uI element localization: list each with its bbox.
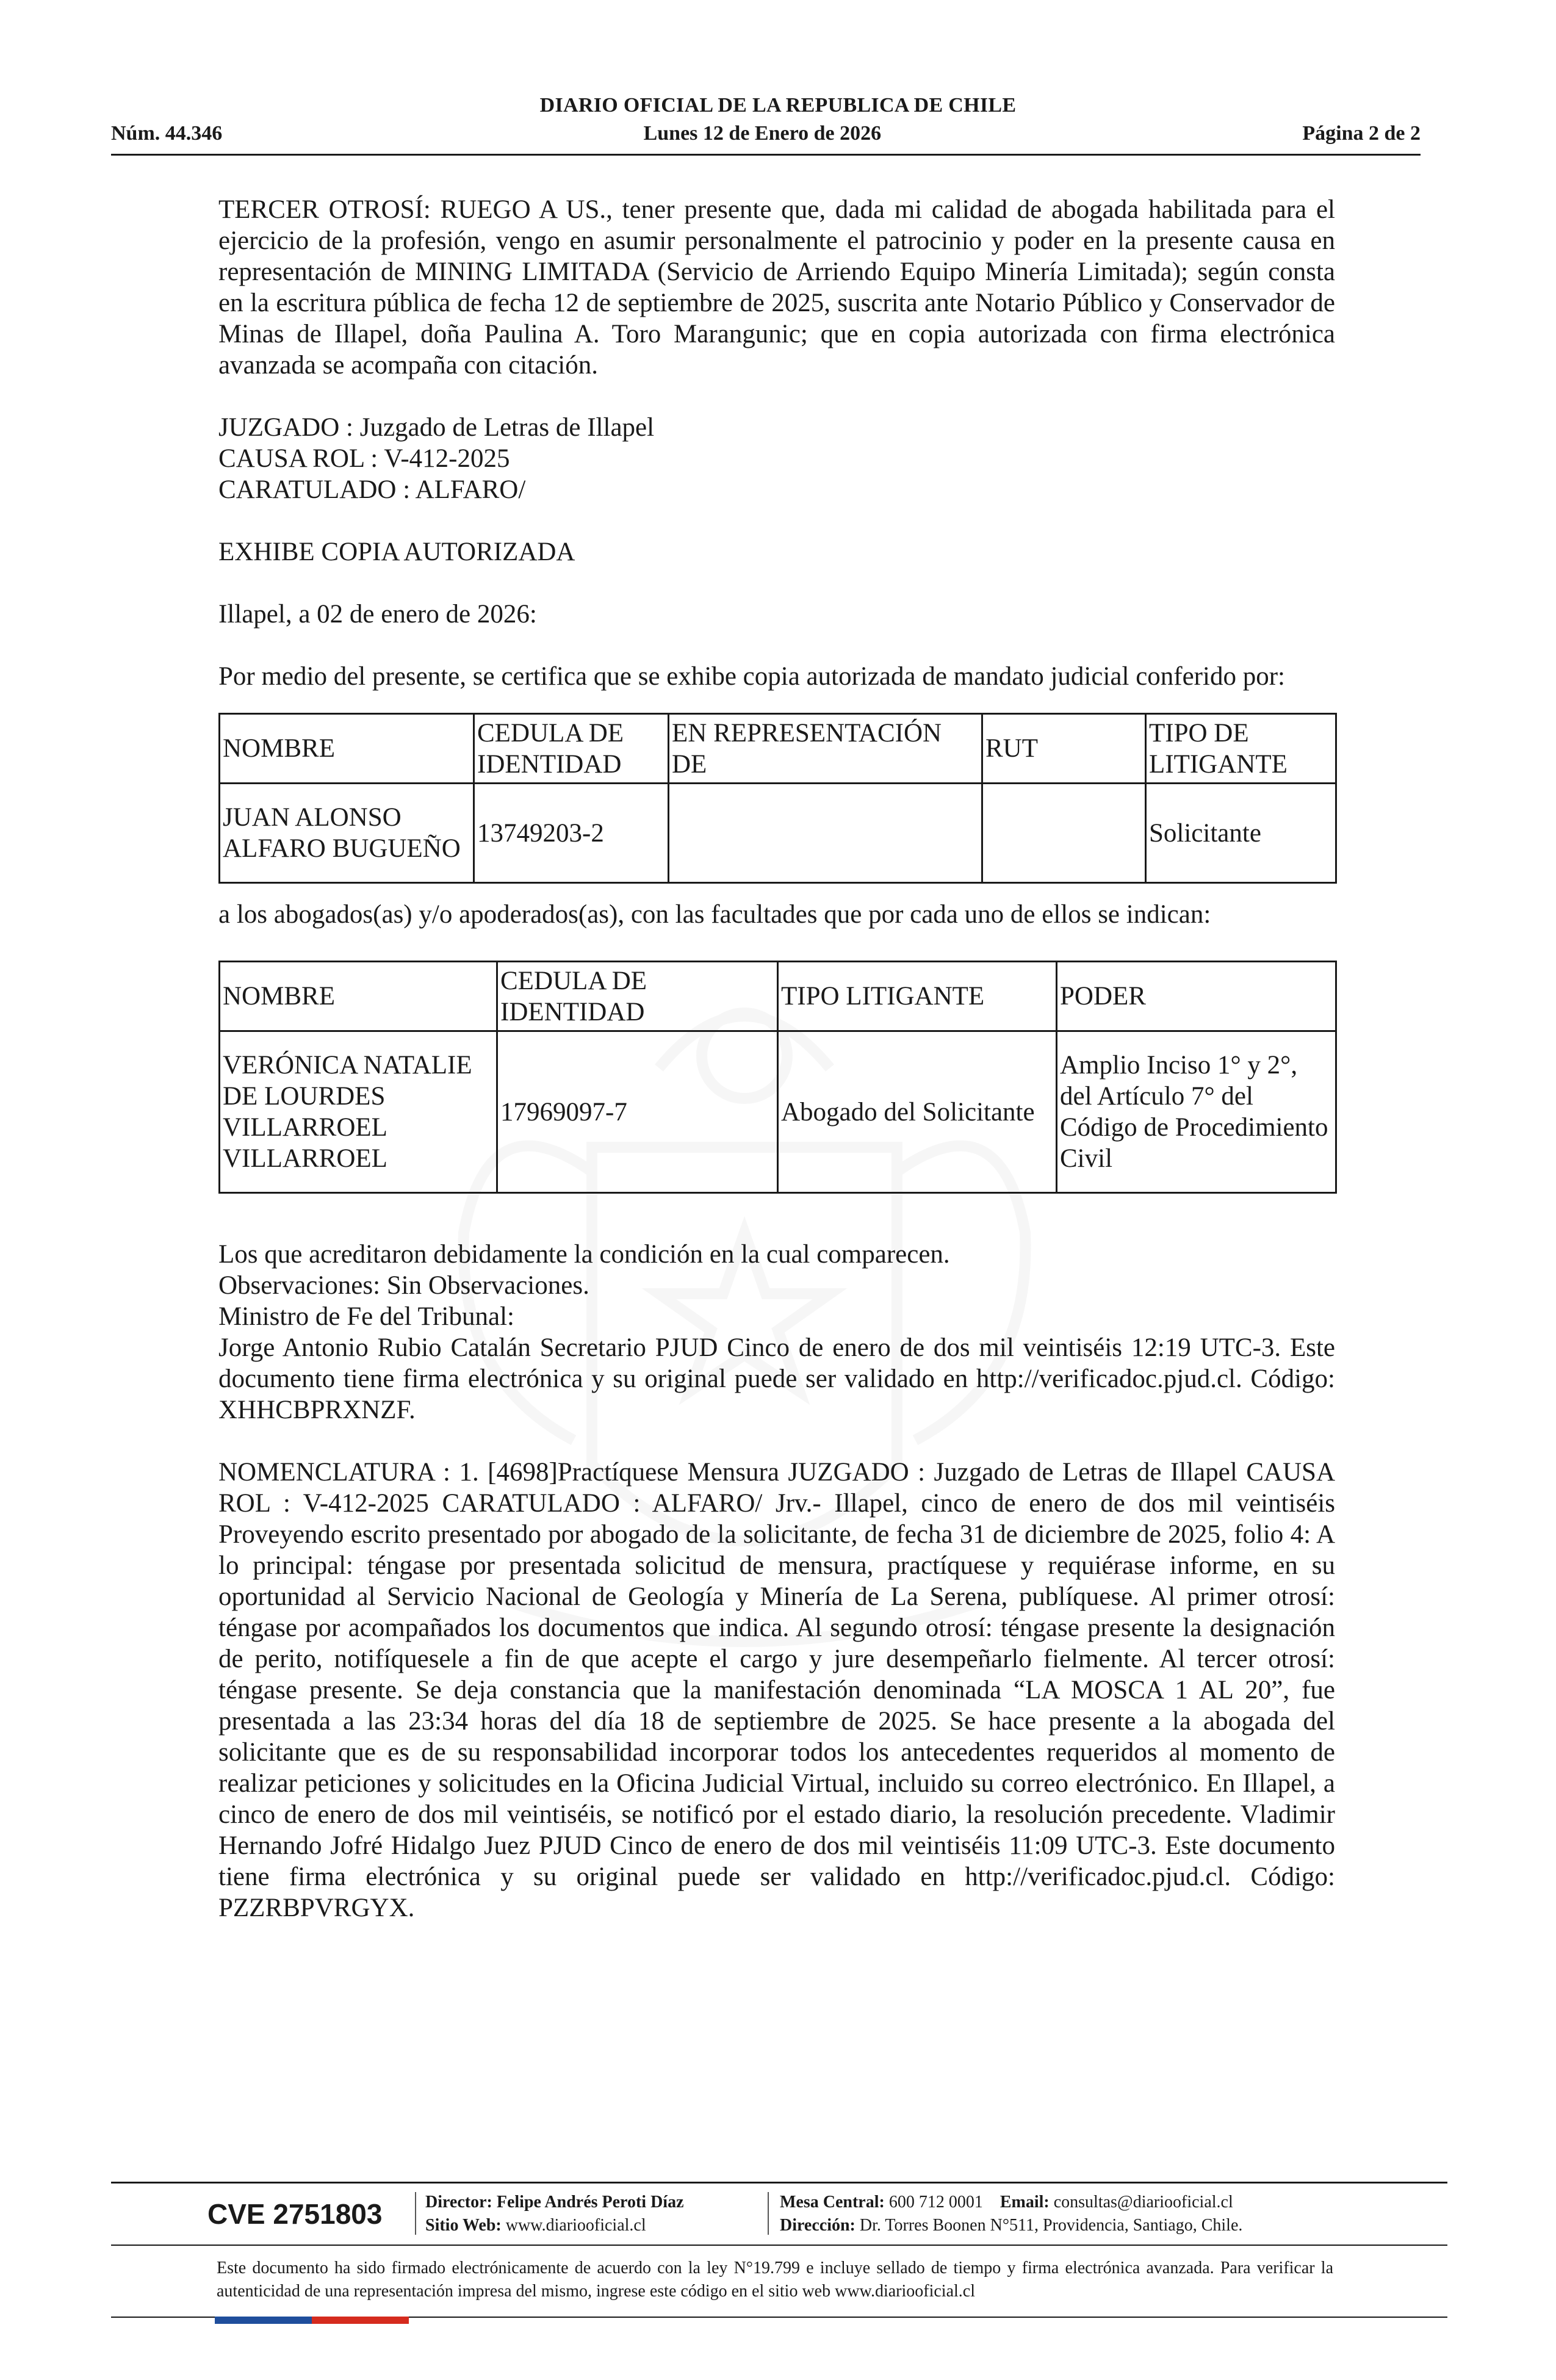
table-header-row [220,714,1336,784]
causa-rol-line: CAUSA ROL : V-412-2025 [218,444,510,473]
mesa-label: Mesa Central: [780,2193,885,2212]
table-row [220,1031,1336,1193]
chile-flag-stripe [215,2317,409,2324]
table-header-cell: NOMBRE [220,962,497,1031]
director-name: Felipe Andrés Peroti Díaz [496,2193,684,2212]
table-cell-tipo: Abogado del Solicitante [778,1031,1057,1193]
footer-middle-rule [111,2245,1447,2246]
footer-director-block [425,2191,767,2237]
firma-secretario-paragraph: Jorge Antonio Rubio Catalán Secretario PJUD Cinco de enero de dos mil veintiséis 12:19 UTC-3. Este documento tiene firma electrónica y su original puede ser validado en http://verificadoc.pjud.cl. Código: XHHCBPRXNZF. [218,1333,1335,1424]
table-header-cell: PODER [1057,962,1336,1031]
certifica-paragraph: Por medio del presente, se certifica que se exhibe copia autorizada de mandato judicial conferido por: [218,662,1285,691]
observaciones-line: Observaciones: Sin Observaciones. [218,1271,589,1300]
mesa-phone: 600 712 0001 [888,2193,983,2212]
electronic-signature-note: Este documento ha sido firmado electrónicamente de acuerdo con la ley N°19.799 e incluye sellado de tiempo y firma electrónica avanzada. Para verificar la autenticidad de una representación impresa del mismo, ingrese este código en el sitio web www.diariooficial.cl [217,2259,1333,2301]
table-cell-nombre: JUAN ALONSO ALFARO BUGUEÑO [220,784,474,883]
director-label: Director: [425,2193,492,2212]
table-header-cell: RUT [982,714,1146,784]
nomenclatura-paragraph: NOMENCLATURA : 1. [4698]Practíquese Mensura JUZGADO : Juzgado de Letras de Illapel CAUSA ROL : V-412-2025 CARATULADO : ALFARO/ Jrv.- Illapel, cinco de enero de dos mil veintiséis Proveyendo escrito presentado por abogado de la solicitante, de fecha 31 de diciembre de 2025, folio 4: A lo principal: téngase por presentada solicitud de mensura, practíquese y requiérase informe, en su oportunidad al Servicio Nacional de Geología y Minería de La Serena, publíquese. Al primer otrosí: téngase por acompañados los documentos que indica. Al segundo otrosí: téngase presente la designación de perito, notifíquesele a fin de que acepte el cargo y jure desempeñarlo fielmente. Al tercer otrosí: téngase presente. Se deja constancia que la manifestación denominada “LA MOSCA 1 AL 20”, fue presentada a las 23:34 horas del día 18 de septiembre de 2025. Se hace presente a la abogada del solicitante que es de su responsabilidad incorporar todos los antecedentes requeridos al momento de realizar peticiones y solicitudes en la Oficina Judicial Virtual, incluido su correo electrónico. En Illapel, a cinco de enero de dos mil veintiséis, se notificó por el estado diario, la resolución precedente. Vladimir Hernando Jofré Hidalgo Juez PJUD Cinco de enero de dos mil veintiséis 11:09 UTC-3. Este documento tiene firma electrónica y su original puede ser validado en http://verificadoc.pjud.cl. Código: PZZRBPVRGYX. [218,1458,1335,1922]
footer-contact-block [780,2191,1353,2237]
header-divider [111,154,1421,156]
table-header-cell: TIPO DE LITIGANTE [1146,714,1336,784]
juzgado-line: JUZGADO : Juzgado de Letras de Illapel [218,413,655,442]
footer-top-rule [111,2182,1447,2183]
abogados-intro: a los abogados(as) y/o apoderados(as), con las facultades que por cada uno de ellos se indican: [218,900,1211,929]
table-header-row [220,962,1336,1031]
table-cell-rut [982,784,1146,883]
email-label: Email: [1000,2193,1050,2212]
address-value: Dr. Torres Boonen N°511, Providencia, Santiago, Chile. [859,2216,1243,2235]
acreditaron-line: Los que acreditaron debidamente la condición en la cual comparecen. [218,1240,950,1269]
table-cell-nombre: VERÓNICA NATALIE DE LOURDES VILLARROEL VILLARROEL [220,1031,497,1193]
website-label: Sitio Web: [425,2216,502,2235]
table-header-cell: EN REPRESENTACIÓN DE [669,714,982,784]
flag-red-segment [312,2317,409,2324]
table-cell-poder: Amplio Inciso 1° y 2°, del Artículo 7° del Código de Procedimiento Civil [1057,1031,1336,1193]
page-number: Página 2 de 2 [1302,122,1421,145]
table-header-cell: CEDULA DE IDENTIDAD [497,962,778,1031]
table-header-cell: CEDULA DE IDENTIDAD [474,714,669,784]
flag-blue-segment [215,2317,312,2324]
email-link[interactable]: consultas@diariooficial.cl [1053,2193,1233,2212]
caratulado-line: CARATULADO : ALFARO/ [218,475,526,504]
footer-separator [415,2192,416,2235]
apoderados-table [218,961,1337,1194]
mandante-table [218,713,1337,884]
table-cell-representacion [669,784,982,883]
footer-separator [768,2192,769,2235]
header-row [111,122,1421,145]
document-body [218,194,1335,1924]
exhibe-heading: EXHIBE COPIA AUTORIZADA [218,538,575,566]
newspaper-title: DIARIO OFICIAL DE LA REPUBLICA DE CHILE [539,94,1017,117]
cve-code: CVE 2751803 [207,2198,383,2230]
table-header-cell: NOMBRE [220,714,474,784]
issue-date: Lunes 12 de Enero de 2026 [643,122,882,145]
address-label: Dirección: [780,2216,855,2235]
table-cell-cedula: 17969097-7 [497,1031,778,1193]
place-date-line: Illapel, a 02 de enero de 2026: [218,600,537,629]
ministro-line: Ministro de Fe del Tribunal: [218,1302,514,1331]
table-row [220,784,1336,883]
table-cell-cedula: 13749203-2 [474,784,669,883]
website-link[interactable]: www.diariooficial.cl [505,2216,646,2235]
tercer-otrosi-paragraph: TERCER OTROSÍ: RUEGO A US., tener presente que, dada mi calidad de abogada habilitada para el ejercicio de la profesión, vengo en asumir personalmente el patrocinio y poder en la presente causa en representación de MINING LIMITADA (Servicio de Arriendo Equipo Minería Limitada); según consta en la escritura pública de fecha 12 de septiembre de 2025, suscrita ante Notario Público y Conservador de Minas de Illapel, doña Paulina A. Toro Marangunic; que en copia autorizada con firma electrónica avanzada se acompaña con citación. [218,195,1335,380]
table-header-cell: TIPO LITIGANTE [778,962,1057,1031]
table-cell-tipo: Solicitante [1146,784,1336,883]
issue-number: Núm. 44.346 [111,122,223,145]
